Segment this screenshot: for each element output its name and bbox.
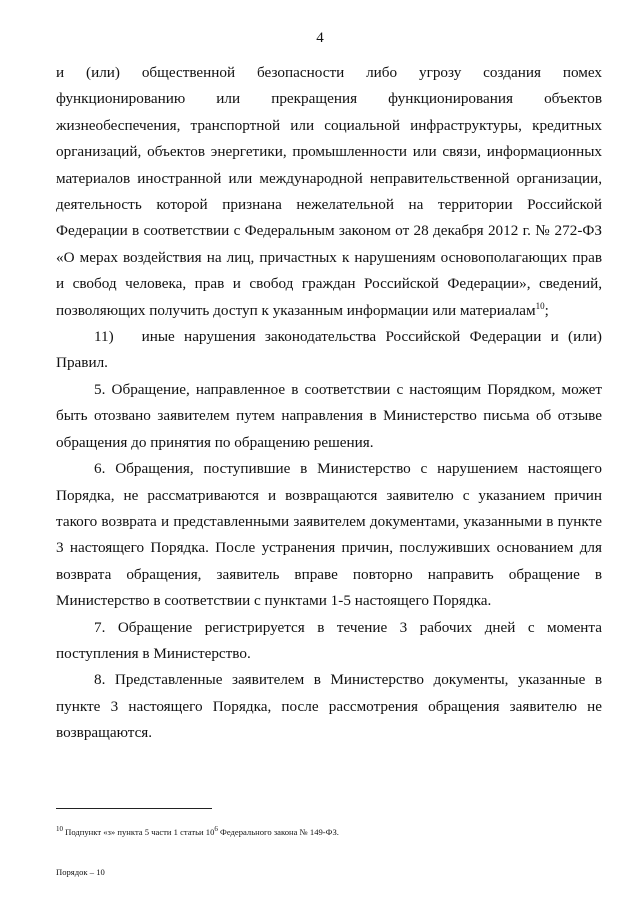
footnote-marker: 10 — [56, 825, 63, 833]
footnote-text: Подпункт «з» пункта 5 части 1 статьи 10 — [65, 827, 215, 837]
footnote-superscript: 6 — [214, 825, 218, 833]
paragraph-text: и (или) общественной безопасности либо угрозу создания помех функционированию или прекращения функционирования объектов жизнеобеспечения, транспортной или социальной инфраструктуры, кредитных организаций, объектов энергетики, промышленности или связи, информационных материалов иностранной или международной неправительственной организации, деятельность которой признана нежелательной на территории Российской Федерации в соответствии с Федеральным законом от 28 декабря 2012 г. № 272-ФЗ «О мерах воздействия на лиц, причастных к нарушениям основополагающих прав и свобод человека, прав и свобод граждан Российской Федерации», сведений, позволяющих получить доступ к указанным информации или материалам — [56, 64, 602, 319]
paragraph-7: 7. Обращение регистрируется в течение 3 рабочих дней с момента поступления в Министерство. — [56, 618, 602, 662]
page-number: 4 — [316, 30, 324, 46]
footnote-divider — [56, 808, 212, 809]
paragraph-8: 8. Представленные заявителем в Министерство документы, указанные в пункте 3 настоящего Порядка, после рассмотрения обращения заявителю не возвращаются. — [56, 671, 602, 742]
paragraph-6: 6. Обращения, поступившие в Министерство с нарушением настоящего Порядка, не рассматриваются и возвращаются заявителю с указанием причин такого возврата и представленными заявителем документами, указанными в пункте 3 настоящего Порядка. После устранения причин, послуживших основанием для возврата обращения, заявитель вправе повторно направить обращение в Министерство в соответствии с пунктами 1-5 настоящего Порядка. — [56, 460, 602, 610]
paragraph-tail: ; — [544, 301, 549, 319]
footnote-text-end: Федерального закона № 149-ФЗ. — [217, 827, 339, 837]
footnote — [56, 826, 616, 838]
document-code: Порядок – 10 — [56, 867, 105, 877]
paragraph-5: 5. Обращение, направленное в соответствии с настоящим Порядком, может быть отозвано заявителем путем направления в Министерство письма об отзыве обращения до принятия по обращению решения. — [56, 380, 602, 451]
document-body — [56, 60, 606, 747]
paragraph-item-11: 11) иные нарушения законодательства Российской Федерации и (или) Правил. — [56, 328, 606, 372]
footnote-reference: 10 — [535, 300, 545, 311]
paragraph-continuation — [56, 60, 602, 324]
